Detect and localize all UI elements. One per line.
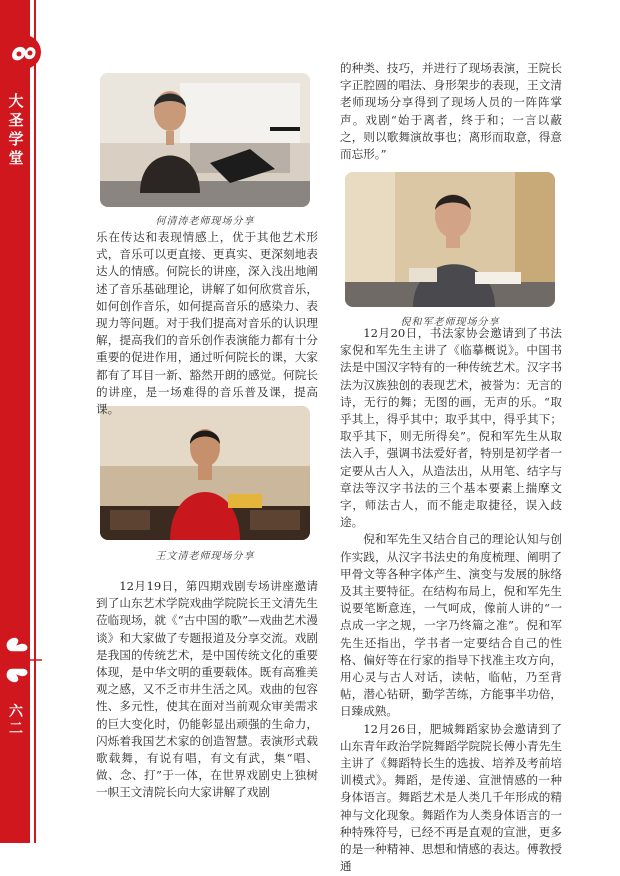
photo-ni-hejun (345, 172, 555, 307)
paragraph: 12月20日，书法家协会邀请到了书法家倪和军先生主讲了《临摹概说》。中国书法是中国汉字特有的一种传统艺术。汉字书法为汉族独创的表现艺术，被誉为：无言的诗，无行的舞；无图的画，无声的乐。“取乎其上，得乎其中；取乎其中，得乎其下；取乎其下，则无所得矣”。倪和军先生从取法入手，强调书法爱好者，特别是初学者一定要从古人入，从造法出，从用笔、结字与章法等汉字书法的三个基本要素上揣摩文字，师法古人，而不能走取捷径，误入歧途。 (340, 326, 562, 530)
column-right-bottom (340, 325, 562, 876)
paragraph: 乐在传达和表现情感上，优于其他艺术形式，音乐可以更直接、更真实、更深刻地表达人的情感。何院长的讲座，深入浅出地阐述了音乐基础理论，讲解了如何欣赏音乐，如何创作音乐，如何提高音乐的感染力、表现力等问题。对于我们提高对音乐的认识理解，提高我们的音乐创作表演能力都有十分重要的促进作用，通过听何院长的课，大家都有了耳目一新、豁然开朗的感觉。何院长的讲座，是一场难得的音乐普及课，提高课。 (96, 230, 318, 417)
photo-caption: 王文清老师现场分享 (155, 551, 255, 562)
column-right-top (340, 60, 562, 163)
column-left-bottom (96, 578, 318, 802)
photo-wang-wenqing (100, 406, 310, 540)
column-left-top (96, 229, 318, 418)
paragraph: 倪和军先生又结合自己的理论认知与创作实践，从汉字书法史的角度梳理、阐明了甲骨文等各种字体产生、演变与发展的脉络及其主要特征。在结构布局上，倪和军先生说要笔断意连，一气呵成，像前人讲的“一点成一字之规，一字乃终篇之准”。倪和军先生还指出，学书者一定要结合自己的性格、偏好等在行家的指导下找准主攻方向，用心灵与古人对话，读帖，临帖，乃至背帖，潜心钻研，勤学苦练，方能事半功倍，日臻成熟。 (340, 532, 562, 719)
page-ornament-icon (2, 632, 48, 688)
paragraph: 12月26日，肥城舞蹈家协会邀请到了山东青年政治学院舞蹈学院院长傅小青先生主讲了《舞蹈特长生的选拔、培养及考前培训模式》。舞蹈，是传递、宣泄情感的一种身体语言。舞蹈艺术是人类几千年形成的精神与文化现象。舞蹈作为人类身体语言的一种特殊符号，已经不再是直观的宣泄，更多的是一种精神、思想和情感的表达。傅教授通 (340, 721, 562, 874)
page-number: 六二 (9, 704, 23, 737)
paragraph: 12月19日，第四期戏剧专场讲座邀请到了山东艺术学院戏曲学院院长王文清先生莅临现场，就《“古中国的歌”—戏曲艺术漫谈》和大家做了专题报道及分享交流。戏剧是我国的传统艺术，是中国传统文化的重要体现，是中华文明的重要载体。既有高雅美观之感，又不乏市井生活之风。戏曲的包容性、多元性，使其在面对当前观众审美需求的巨大变化时，仍能彰显出顽强的生命力，闪烁着我国艺术家的创造智慧。表演形式载歌载舞，有说有唱，有文有武，集“唱、做、念、打”于一体，在世界戏剧史上独树一帜王文清院长向大家讲解了戏剧 (96, 579, 318, 800)
photo-he-qingtao (100, 73, 310, 207)
sidebar-divider (34, 0, 36, 843)
paragraph: 的种类、技巧，并进行了现场表演，王院长字正腔圆的唱法、身形架步的表现，王文清老师现场分享得到了现场人员的一阵阵掌声。戏剧“始于离者，终于和；一言以蔽之，则以歌舞演故事也；离形而取意，得意而忘形。” (340, 61, 562, 162)
photo-caption: 何清涛老师现场分享 (155, 216, 255, 227)
photo-caption: 倪和军老师现场分享 (400, 317, 500, 328)
auspicious-cloud-icon (4, 32, 44, 72)
section-title: 大圣学堂 (8, 92, 24, 167)
